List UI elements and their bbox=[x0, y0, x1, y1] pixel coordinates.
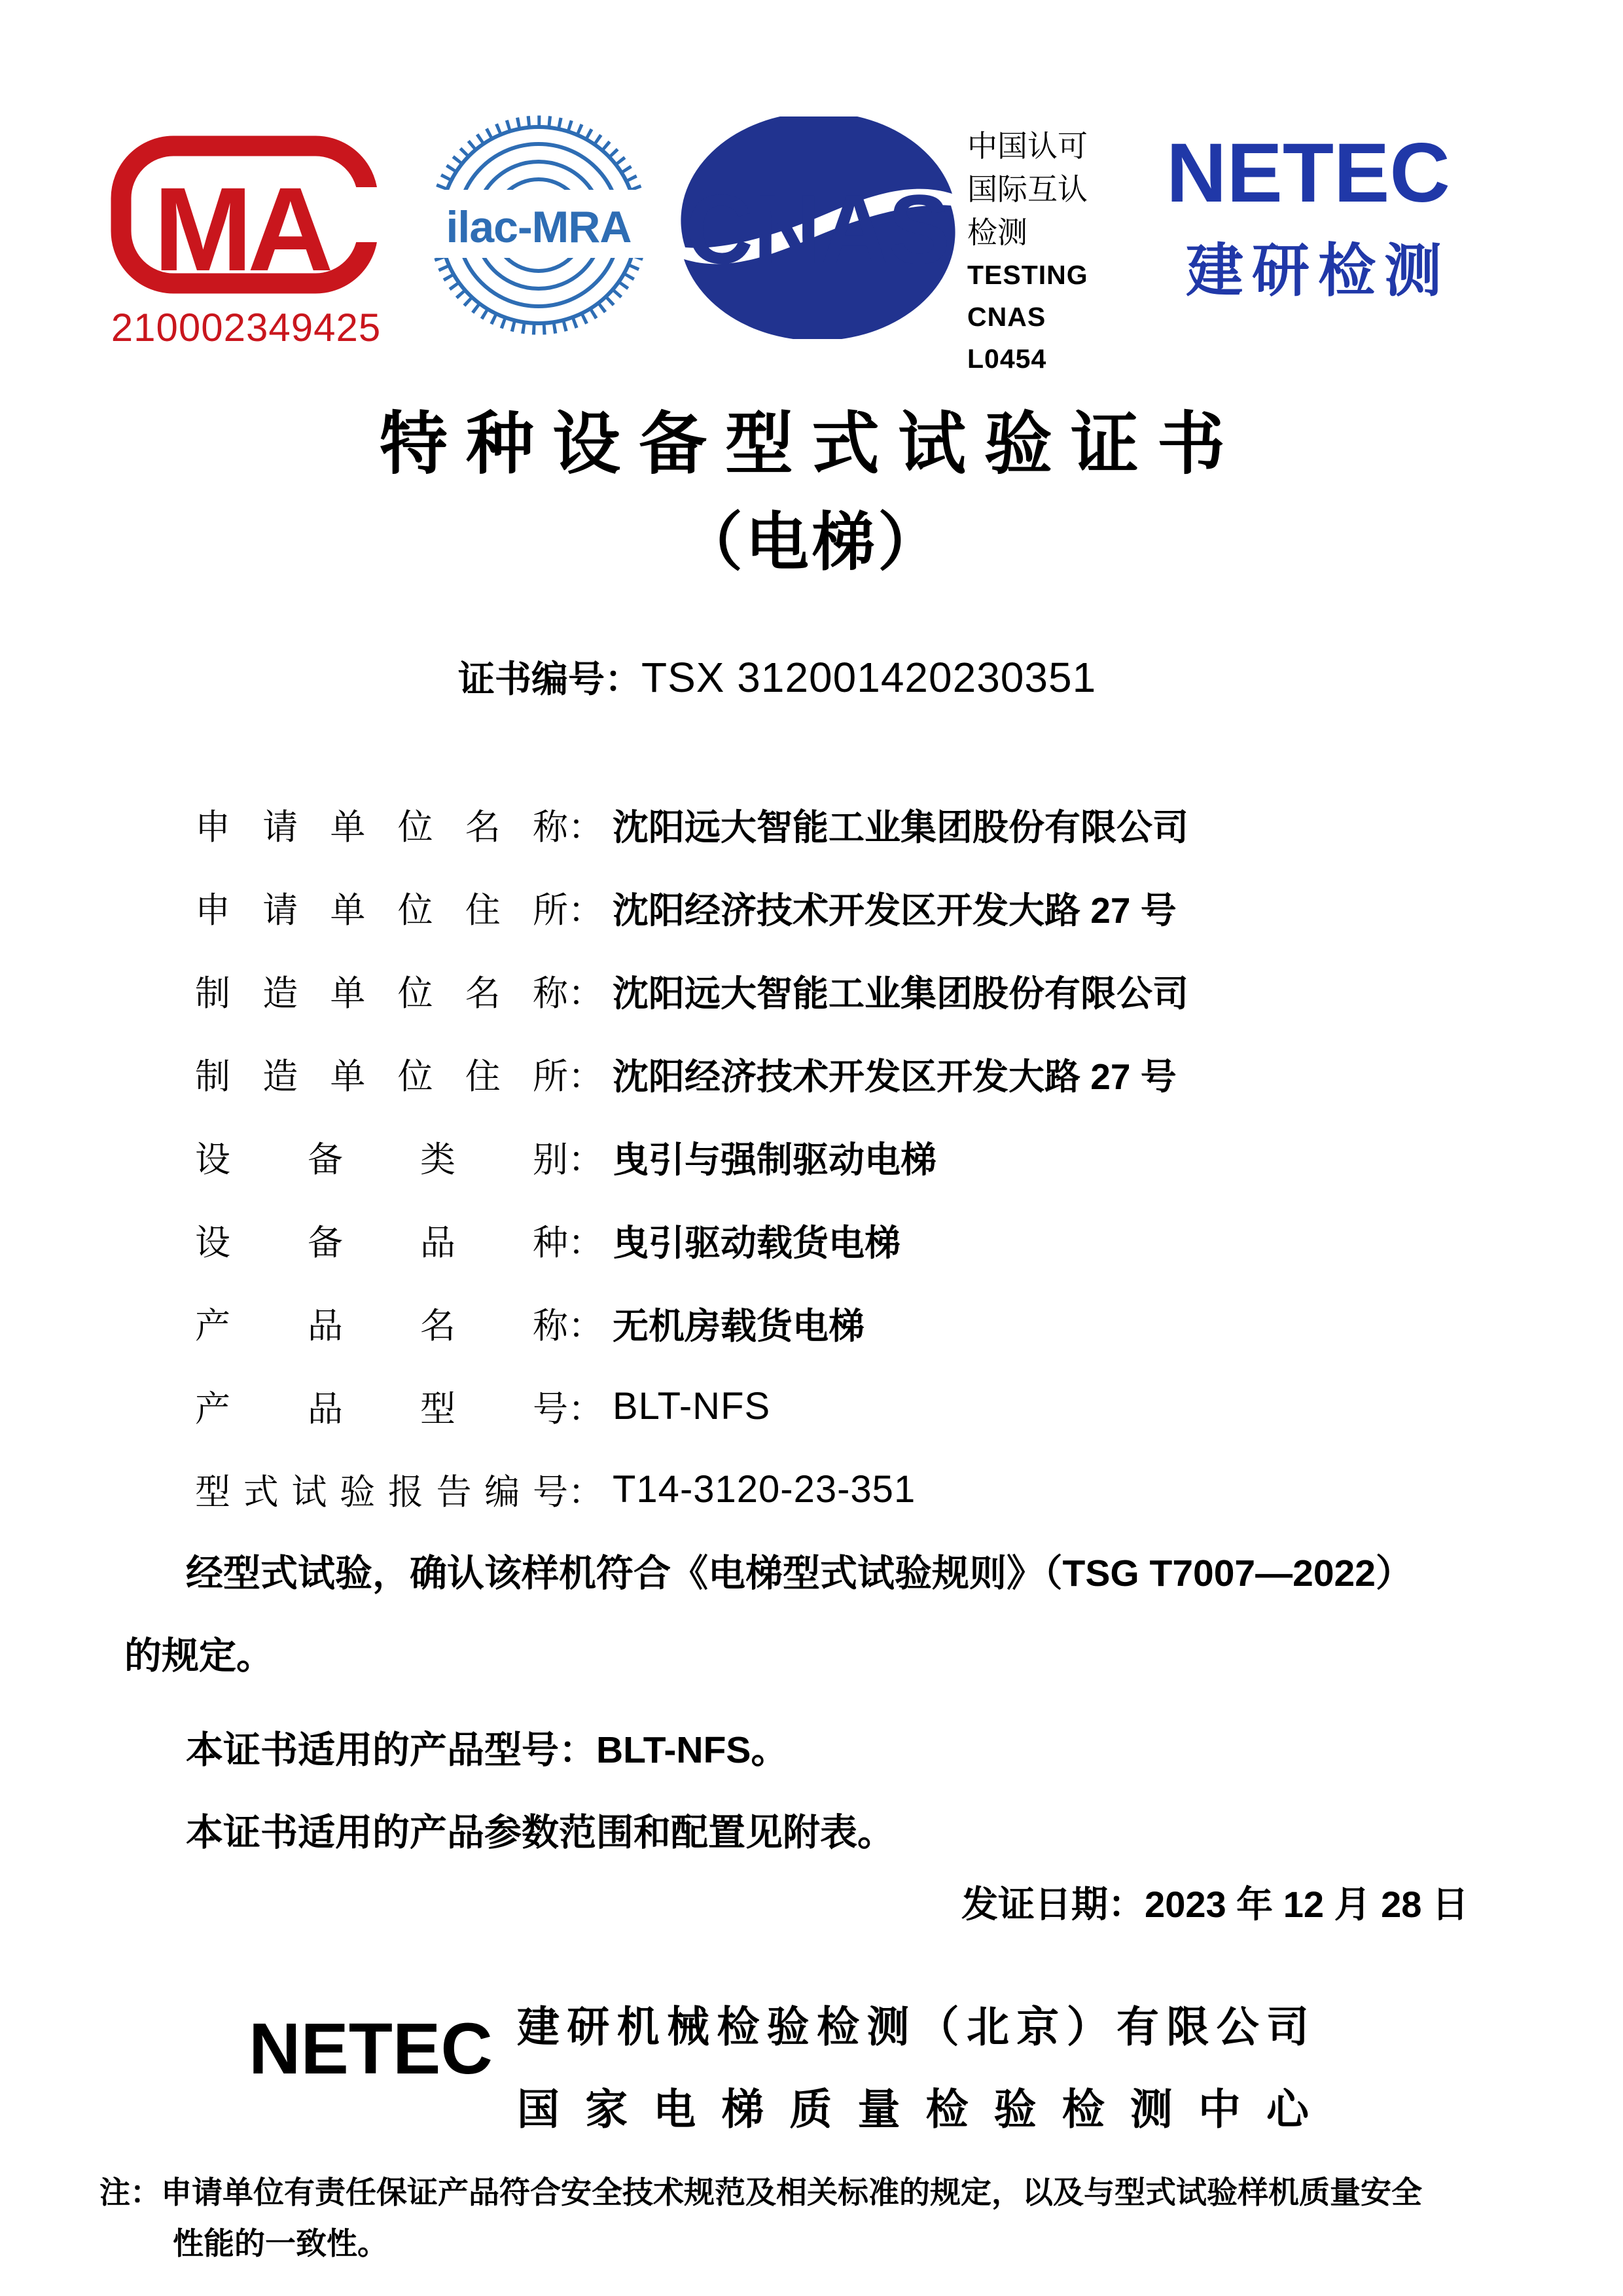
field-colon: ： bbox=[568, 1140, 603, 1179]
field-value: 曳引驱动载货电梯 bbox=[613, 1223, 901, 1263]
field-label: 申请单位住所 bbox=[195, 891, 568, 930]
footnote-line2: 性能的一致性。 bbox=[173, 2226, 388, 2261]
issuer-center-name: 国家电梯质量检验检测中心 bbox=[517, 2085, 1309, 2133]
field-value: 无机房载货电梯 bbox=[613, 1306, 865, 1346]
caption-line-cn3: 检测 bbox=[967, 215, 1027, 249]
field-row-manufacturer-address bbox=[195, 1032, 1504, 1115]
footnote-label: 注： bbox=[99, 2175, 161, 2210]
certificate-number-line bbox=[458, 655, 1096, 702]
field-row-applicant-address bbox=[195, 866, 1504, 949]
cnas-logo-icon bbox=[677, 117, 959, 339]
applicable-model-statement: 本证书适用的产品型号：BLT-NFS。 bbox=[186, 1729, 789, 1771]
field-label: 产品型号 bbox=[195, 1390, 568, 1429]
field-colon: ： bbox=[568, 1473, 603, 1512]
field-value: 沈阳经济技术开发区开发大路 27 号 bbox=[613, 1056, 1177, 1097]
field-colon: ： bbox=[568, 1306, 603, 1346]
field-label: 设备品种 bbox=[195, 1223, 568, 1263]
field-colon: ： bbox=[568, 1390, 603, 1429]
field-colon: ： bbox=[568, 1057, 603, 1096]
field-table bbox=[195, 783, 1504, 1531]
field-row-product-model bbox=[195, 1365, 1504, 1448]
field-row-equipment-type bbox=[195, 1198, 1504, 1282]
cnas-accreditation-caption bbox=[967, 124, 1131, 380]
caption-line-cnas-number: CNAS L0454 bbox=[967, 302, 1047, 374]
field-label: 产品名称 bbox=[195, 1306, 568, 1346]
cma-certificate-number: 210002349425 bbox=[111, 306, 382, 350]
field-label: 型式试验报告编号 bbox=[195, 1473, 568, 1512]
field-colon: ： bbox=[568, 891, 603, 930]
field-row-test-report-number bbox=[195, 1448, 1504, 1531]
field-value: 沈阳远大智能工业集团股份有限公司 bbox=[613, 973, 1189, 1014]
field-value: T14-3120-23-351 bbox=[613, 1468, 916, 1511]
footnote-text: 申请单位有责任保证产品符合安全技术规范及相关标准的规定，以及与型式试验样机质量安全 bbox=[161, 2175, 1422, 2210]
field-colon: ： bbox=[568, 1223, 603, 1263]
field-value: 沈阳经济技术开发区开发大路 27 号 bbox=[613, 890, 1177, 931]
field-row-manufacturer-name bbox=[195, 949, 1504, 1032]
field-colon: ： bbox=[568, 974, 603, 1013]
netec-logo-chinese: 建研检测 bbox=[1186, 238, 1451, 303]
footnote-line1 bbox=[99, 2174, 1422, 2211]
ilac-mra-logo-icon bbox=[422, 103, 655, 347]
certificate-subtitle: （电梯） bbox=[679, 507, 944, 578]
field-value: BLT-NFS bbox=[613, 1385, 771, 1427]
conformity-statement-line2: 的规定。 bbox=[124, 1635, 274, 1677]
field-value: 曳引与强制驱动电梯 bbox=[613, 1139, 937, 1180]
issuer-company-name: 建研机械检验检测（北京）有限公司 bbox=[517, 2003, 1309, 2051]
cma-logo-icon bbox=[110, 135, 378, 295]
applicable-parameters-statement: 本证书适用的产品参数范围和配置见附表。 bbox=[186, 1812, 895, 1854]
field-label: 设备类别 bbox=[195, 1140, 568, 1179]
conformity-statement-line1: 经型式试验，确认该样机符合《电梯型式试验规则》（TSG T7007—2022） bbox=[186, 1552, 1413, 1594]
field-row-applicant-name bbox=[195, 783, 1504, 866]
certificate-number-label: 证书编号： bbox=[458, 658, 641, 700]
netec-logo-text: NETEC bbox=[1166, 126, 1450, 220]
field-label: 制造单位名称 bbox=[195, 974, 568, 1013]
caption-line-cn2: 国际互认 bbox=[967, 172, 1088, 206]
field-label: 制造单位住所 bbox=[195, 1057, 568, 1096]
caption-line-cn1: 中国认可 bbox=[967, 129, 1088, 163]
cnas-text: CNAS bbox=[686, 174, 950, 284]
cma-ma-text: MA bbox=[153, 162, 329, 295]
certificate-number-value: TSX 312001420230351 bbox=[641, 654, 1097, 701]
field-value: 沈阳远大智能工业集团股份有限公司 bbox=[613, 807, 1189, 848]
issue-date: 发证日期：2023 年 12 月 28 日 bbox=[961, 1884, 1469, 1925]
field-row-equipment-category bbox=[195, 1115, 1504, 1198]
caption-line-testing: TESTING bbox=[967, 260, 1088, 290]
issuer-netec-logo-text: NETEC bbox=[249, 2009, 493, 2089]
field-row-product-name bbox=[195, 1282, 1504, 1365]
field-label: 申请单位名称 bbox=[195, 808, 568, 847]
field-colon: ： bbox=[568, 808, 603, 847]
certificate-title: 特种设备型式试验证书 bbox=[379, 406, 1243, 482]
ilac-mra-text: ilac-MRA bbox=[446, 202, 632, 252]
